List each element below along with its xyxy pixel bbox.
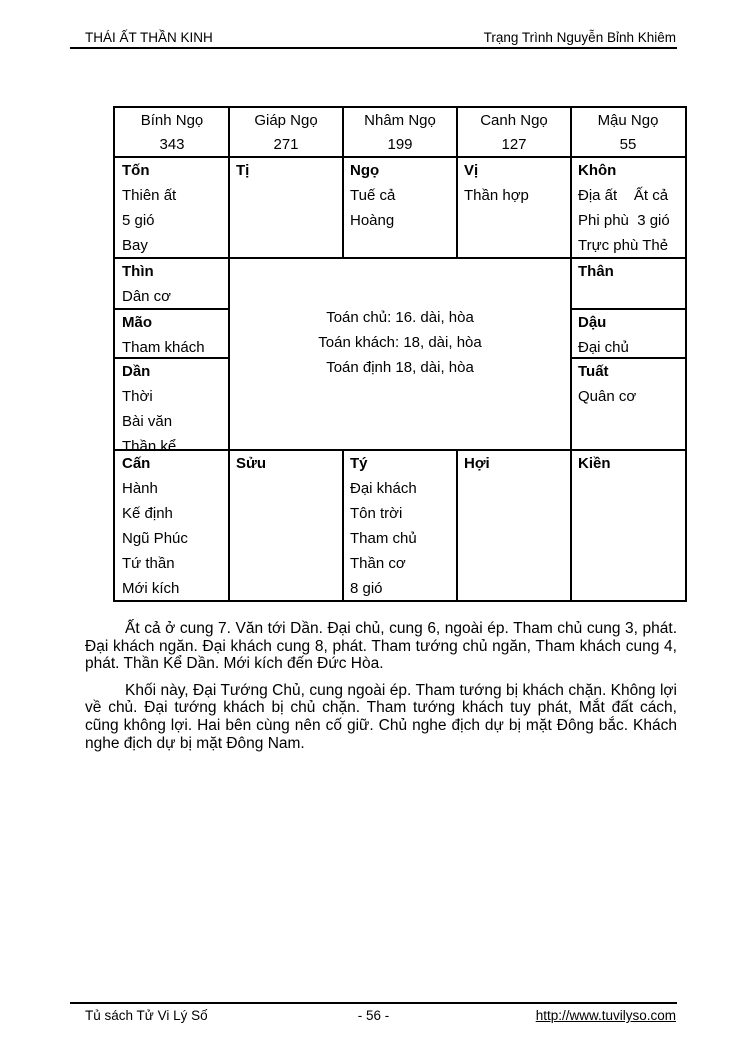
stem-branch-number: 271	[273, 136, 299, 153]
cell-ti-title: Tị	[236, 162, 250, 179]
cell-khon	[571, 157, 685, 258]
cell-dan	[115, 358, 229, 450]
header-cell-mau-ngo	[571, 108, 685, 157]
cell-tuat	[571, 358, 685, 450]
stem-branch-label: Giáp Ngọ	[254, 112, 318, 129]
thai-at-chart	[113, 106, 687, 602]
cell-ty	[343, 450, 457, 600]
page-number: - 56 -	[357, 1008, 390, 1023]
book-title: THÁI ẤT THẦN KINH	[85, 30, 213, 45]
stem-branch-number: 55	[619, 136, 637, 153]
header-cell-giap-ngo	[229, 108, 343, 157]
stem-branch-label: Nhâm Ngọ	[364, 112, 436, 129]
cell-hoi-title: Hợi	[464, 455, 490, 472]
commentary-text	[85, 620, 677, 761]
footer-website-link[interactable]: http://www.tuvilyso.com	[535, 1008, 676, 1023]
cell-ngo-title: Ngọ	[350, 162, 380, 179]
cell-mao	[115, 309, 229, 358]
stem-branch-label: Mậu Ngọ	[597, 112, 659, 129]
calculation-summary: Toán chủ: 16. dài, hòa Toán khách: 18, dài, hòa Toán định 18, dài, hòa	[318, 309, 482, 376]
cell-can-lines: Hành Kế định Ngũ Phúc Tứ thần Mới kích	[122, 480, 188, 597]
cell-kien	[571, 450, 685, 600]
stem-branch-label: Bính Ngọ	[140, 112, 204, 129]
cell-ngo-lines: Tuế cả Hoàng	[350, 187, 396, 229]
cell-suu	[229, 450, 343, 600]
cell-ngo	[343, 157, 457, 258]
stem-branch-label: Canh Ngọ	[480, 112, 548, 129]
footer-series-title: Tủ sách Tử Vi Lý Số	[85, 1008, 208, 1023]
cell-vi-title: Vị	[464, 162, 479, 179]
cell-khon-lines: Địa ất Ất cả Phi phù 3 gió Trực phù Thẻ	[578, 187, 670, 254]
cell-ton-lines: Thiên ất 5 gió Bay	[122, 187, 177, 254]
header-cell-canh-ngo	[457, 108, 571, 157]
stem-branch-number: 127	[501, 136, 527, 153]
header-cell-binh-ngo	[115, 108, 229, 157]
stem-branch-number: 199	[387, 136, 413, 153]
cell-ton	[115, 157, 229, 258]
paragraph-1: Ất cả ở cung 7. Văn tới Dần. Đại chủ, cung 6, ngoài ép. Tham chủ cung 3, phát. Đại khách ngăn. Đại khách cung 8, phát. Tham tướng chủ ngăn, Tham khách cung 4, phát. Thần Kể Dần. Mới kích đến Đức Hòa.	[85, 620, 677, 673]
cell-tuat-title: Tuất	[578, 363, 609, 380]
cell-than-title: Thân	[578, 263, 614, 280]
cell-khon-title: Khôn	[578, 162, 617, 179]
cell-thin-title: Thìn	[122, 263, 154, 280]
cell-ti	[229, 157, 343, 258]
paragraph-2: Khối này, Đại Tướng Chủ, cung ngoài ép. Tham tướng bị khách chặn. Không lợi về chủ. Đại tướng khách bị chủ chặn. Tham tướng khách tuy phát, Mắt đất cách, cũng không lợi. Hai bên cùng nên cố giữ. Chủ nghe địch dự bị mặt Đông bắc. Khách nghe địch dự bị mặt Đông Nam.	[85, 681, 677, 752]
cell-than	[571, 258, 685, 309]
cell-dau-title: Dậu	[578, 314, 607, 331]
cell-thin	[115, 258, 229, 309]
footer-rule	[70, 1002, 677, 1004]
cell-ty-lines: Đại khách Tôn trời Tham chủ Thần cơ 8 gió	[350, 480, 417, 597]
cell-dau	[571, 309, 685, 358]
author-name: Trạng Trình Nguyễn Bỉnh Khiêm	[483, 30, 676, 45]
cell-can-title: Cấn	[122, 455, 151, 472]
cell-tuat-lines: Quân cơ	[578, 388, 637, 405]
cell-vi	[457, 157, 571, 258]
cell-kien-title: Kiền	[578, 455, 611, 472]
cell-ton-title: Tốn	[122, 162, 150, 179]
cell-ty-title: Tý	[350, 455, 368, 472]
cell-dan-lines: Thời Bài văn Thần kể	[122, 388, 177, 450]
cell-mao-lines: Tham khách	[122, 339, 205, 356]
cell-hoi	[457, 450, 571, 600]
cell-mao-title: Mão	[122, 314, 152, 331]
cell-dan-title: Dần	[122, 363, 151, 380]
header-rule	[70, 47, 677, 49]
stem-branch-number: 343	[159, 136, 185, 153]
cell-suu-title: Sửu	[236, 455, 267, 472]
cell-thin-lines: Dân cơ	[122, 288, 172, 305]
cell-can	[115, 450, 229, 600]
header-cell-nham-ngo	[343, 108, 457, 157]
cell-dau-lines: Đại chủ	[578, 339, 629, 356]
cell-vi-lines: Thần hợp	[464, 187, 529, 204]
